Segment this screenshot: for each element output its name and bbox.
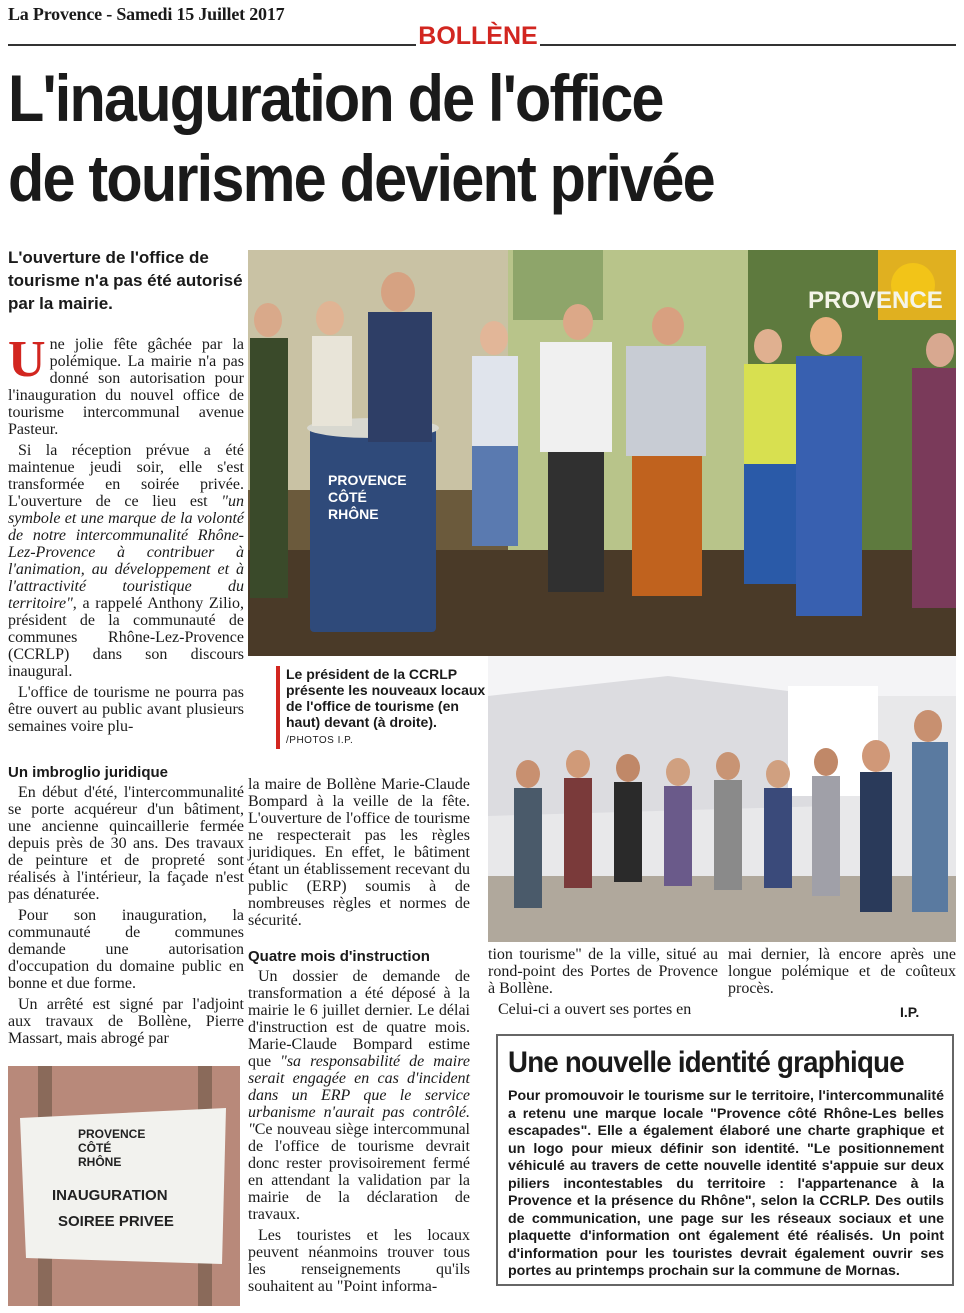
headline-line-2: de tourisme devient privée xyxy=(8,141,714,215)
paragraph: Les touristes et les locaux peuvent néanmoins trouver tous les renseignements qu'ils souhaitent au "Point informa- xyxy=(248,1227,470,1295)
subheading: Quatre mois d'instruction xyxy=(248,948,430,965)
subheading: Un imbroglio juridique xyxy=(8,764,168,781)
photo-credit: /PHOTOS I.P. xyxy=(286,735,354,746)
sign-text-5: SOIREE PRIVEE xyxy=(58,1213,174,1230)
lectern-text-3: RHÔNE xyxy=(328,506,379,522)
article-column-3 xyxy=(488,946,718,1016)
section-rubric: BOLLÈNE xyxy=(418,22,538,50)
box-title: Une nouvelle identité graphique xyxy=(508,1046,904,1079)
photo-caption: Le président de la CCRLP présente les nouveaux locaux de l'office de tourisme (en haut) devant (à droite). /PHOTOS I.P. xyxy=(276,666,486,749)
masthead: La Provence - Samedi 15 Juillet 2017 xyxy=(8,4,285,24)
headline xyxy=(8,58,863,218)
banner-text: PROVENCE xyxy=(808,287,943,314)
article-column-2 xyxy=(248,776,470,929)
article-column-2-continued xyxy=(248,944,470,1299)
article-column-4 xyxy=(728,946,956,1006)
sign-text-3: RHÔNE xyxy=(78,1155,122,1169)
paragraph: mai dernier, là encore après une longue polémique et de coûteux procès. xyxy=(728,946,956,997)
headline-line-1: L'inauguration de l'office xyxy=(8,61,663,135)
photo-crowd xyxy=(488,656,956,942)
lectern-text-1: PROVENCE xyxy=(328,472,407,488)
paragraph: Un arrêté est signé par l'adjoint aux travaux de Bollène, Pierre Massart, mais abrogé par xyxy=(8,996,244,1047)
header-rule-right xyxy=(540,44,956,46)
paragraph: Celui-ci a ouvert ses portes en xyxy=(498,1001,692,1018)
photo-sign xyxy=(8,1066,240,1306)
paragraph: L'office de tourisme ne pourra pas être ouvert au public avant plusieurs semaines voire plu- xyxy=(8,684,244,735)
paragraph: tion tourisme" de la ville, situé au rond-point des Portes de Provence à Bollène. xyxy=(488,946,718,997)
article-column-1-continued xyxy=(8,760,244,1050)
paragraph: En début d'été, l'intercommunalité se porte acquéreur d'un bâtiment, une ancienne quincaillerie fermée depuis près de 30 ans. Des travaux de peinture et de propreté sont réalisés à l'intérieur, la façade n'est pas dénaturée. xyxy=(8,784,244,903)
author-initials: I.P. xyxy=(900,1004,920,1020)
paragraph: Un dossier de demande de transformation a été déposé à la mairie le 6 juillet dernier. Le délai d'instruction est de quatre mois. Marie-Claude Bompard estime que "sa responsabilité de maire serait engagée en cas d'incident dans un ERP que le service urbanisme n'aurait pas contrôlé. "Ce nouveau siège intercommunal de l'office de tourisme devrait donc rester provisoirement fermé en attendant la validation par la mairie de la déclaration de travaux. xyxy=(248,968,470,1223)
standfirst: L'ouverture de l'office de tourisme n'a pas été autorisé par la mairie. xyxy=(8,248,243,313)
header-rule-left xyxy=(8,44,416,46)
paragraph: Pour son inauguration, la communauté de communes demande une autorisation d'occupation du domaine public en bonne et due forme. xyxy=(8,907,244,992)
sign-text-2: CÔTÉ xyxy=(78,1141,112,1155)
photo-inauguration-speech xyxy=(248,250,956,656)
drop-cap: U xyxy=(8,331,46,388)
sign-text-1: PROVENCE xyxy=(78,1127,146,1141)
sidebar-box xyxy=(496,1034,954,1286)
box-text: Pour promouvoir le tourisme sur le territoire, l'intercommunalité a retenu une marque locale "Provence côté Rhône-Les belles escapades". Elle a également élaboré une charte graphique et un logo pour mieux définir son identité. "Le positionnement véhiculé au travers de cette nouvelle identité s'appuie sur deux piliers incontestables du territoire : l'appartenance à la Provence et la présence du Rhône", selon la CCRLP. Des outils de communication, une page sur les réseaux sociaux et une plaquette d'information ont également été réalisés. Un point d'information pour les touristes devrait également ouvrir ses portes au printemps prochain sur la commune de Mornas. xyxy=(508,1088,944,1279)
paragraph: Si la réception prévue a été maintenue jeudi soir, elle s'est transformée en soirée privée. L'ouverture de ce lieu est "un symbole et une marque de la volonté de notre intercommunalité Rhône-Lez-Provence à contribuer à l'animation, au développement et à l'attractivité touristique du territoire", a rappelé Anthony Zilio, président de la communauté de communes Rhône-Lez-Provence (CCRLP) dans son discours inaugural. xyxy=(8,442,244,680)
paragraph: ne jolie fête gâchée par la polémique. La mairie n'a pas donné son autorisation pour l'inauguration du nouvel office de tourisme intercommunal avenue Pasteur. xyxy=(8,336,244,438)
lectern-text-2: CÔTÉ xyxy=(328,489,367,505)
paragraph: la maire de Bollène Marie-Claude Bompard à la veille de la fête. L'ouverture de l'office de tourisme ne respecterait pas les règles juridiques. En effet, le bâtiment étant un établissement recevant du public (ERP) soumis à de nombreuses règles et normes de sécurité. xyxy=(248,776,470,929)
sign-text-4: INAUGURATION xyxy=(52,1187,168,1204)
article-column-1 xyxy=(8,331,244,738)
